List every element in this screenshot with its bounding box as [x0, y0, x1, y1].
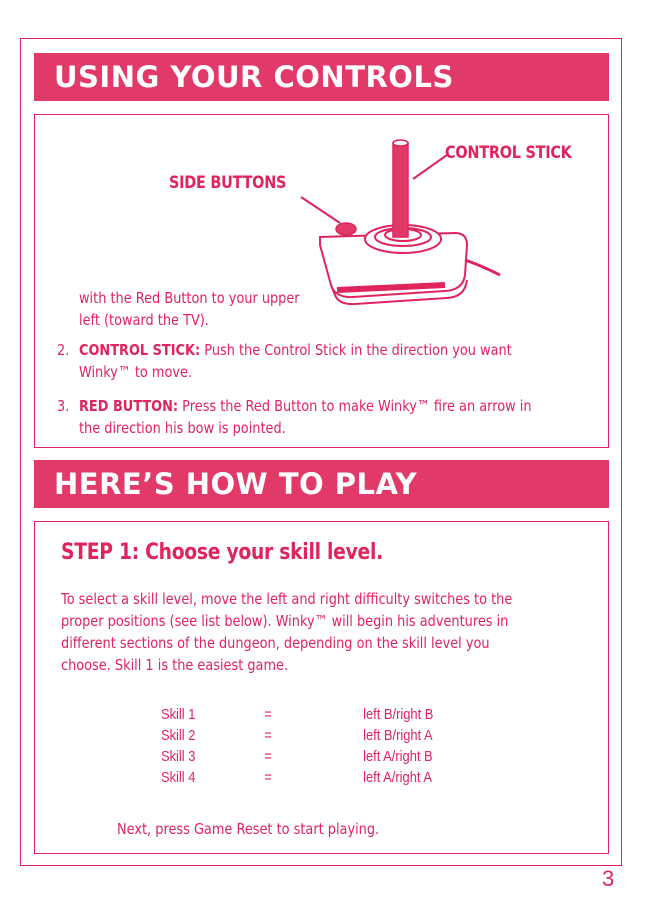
item-number: 2.	[57, 341, 70, 359]
item-line2: Winky™ to move.	[79, 363, 193, 381]
paragraph-line: To select a skill level, move the left and right difficulty switches to the	[61, 590, 513, 608]
item-term: RED BUTTON:	[79, 397, 179, 415]
play-box	[34, 521, 609, 854]
item-number: 3.	[57, 397, 70, 415]
table-row	[161, 706, 436, 728]
equals-sign: =	[264, 727, 272, 744]
switch-setting: left A/right B	[363, 748, 433, 765]
switch-setting: left A/right A	[363, 769, 432, 786]
paragraph-line: different sections of the dungeon, depending on the skill level you	[61, 634, 490, 652]
equals-sign: =	[264, 748, 272, 765]
paragraph-line: choose. Skill 1 is the easiest game.	[61, 656, 289, 674]
play-banner: HERE’S HOW TO PLAY	[34, 460, 609, 508]
skill-level: Skill 2	[161, 727, 196, 744]
control-stick-label: CONTROL STICK	[445, 143, 572, 163]
skill-level: Skill 4	[161, 769, 196, 786]
equals-sign: =	[264, 769, 272, 786]
next-instruction: Next, press Game Reset to start playing.	[117, 820, 380, 838]
table-row	[161, 727, 436, 749]
controls-box	[34, 114, 609, 448]
item-line2: the direction his bow is pointed.	[79, 419, 286, 437]
table-row	[161, 748, 436, 770]
paragraph-line: proper positions (see list below). Winky™ will begin his adventures in	[61, 612, 509, 630]
equals-sign: =	[264, 706, 272, 723]
side-buttons-label: SIDE BUTTONS	[169, 173, 287, 193]
page-number: 3	[602, 866, 615, 891]
switch-setting: left B/right A	[363, 727, 433, 744]
skill-level: Skill 1	[161, 706, 196, 723]
table-row	[161, 769, 436, 791]
item-line1: Push the Control Stick in the direction you want	[204, 341, 512, 359]
item1-continuation-line1: with the Red Button to your upper	[79, 289, 300, 307]
switch-setting: left B/right B	[363, 706, 434, 723]
item1-continuation-line2: left (toward the TV).	[79, 311, 209, 329]
skill-level: Skill 3	[161, 748, 196, 765]
controls-banner: USING YOUR CONTROLS	[34, 53, 609, 101]
step-title: STEP 1: Choose your skill level.	[61, 540, 383, 565]
item-term: CONTROL STICK:	[79, 341, 201, 359]
item-line1: Press the Red Button to make Winky™ fire an arrow in	[182, 397, 532, 415]
